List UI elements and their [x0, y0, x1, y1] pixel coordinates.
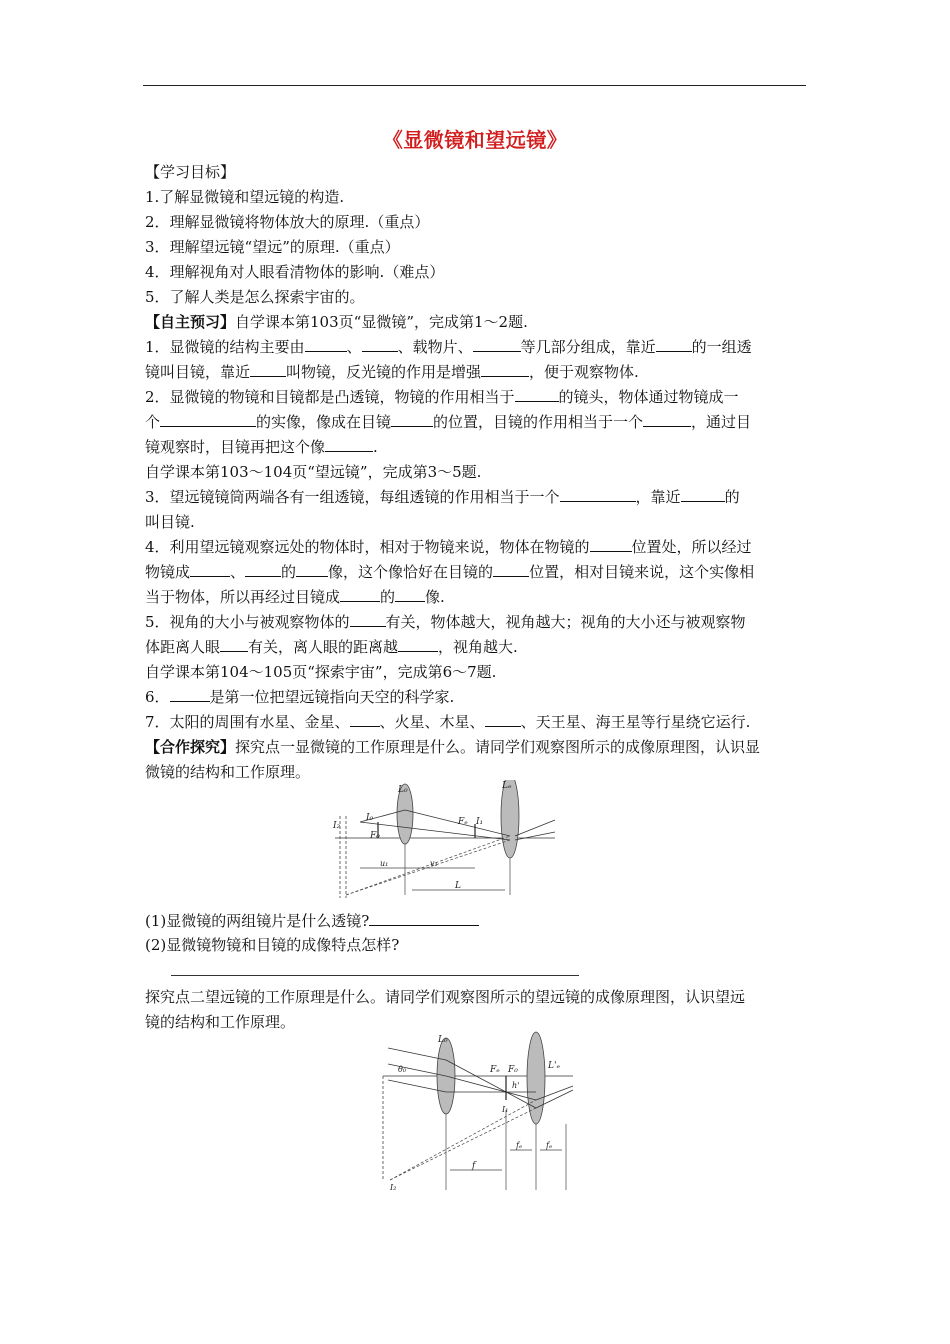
- q5-text: 5．视角的大小与被观察物体的: [145, 613, 350, 631]
- q5-line-1: [145, 611, 746, 633]
- q1-text: 的一组透: [691, 338, 752, 356]
- q5-text: 有关，物体越大，视角越大；视角的大小还与被观察物: [385, 613, 746, 631]
- goal-item-1: 1.了解显微镜和望远镜的构造.: [145, 188, 345, 206]
- explore-line-1: [145, 736, 760, 758]
- fig1-label-L0: L₀: [398, 785, 408, 795]
- q2-text: 镜观察时，目镜再把这个像: [145, 438, 326, 456]
- sub-question-1: [145, 910, 479, 932]
- answer-blank[interactable]: [485, 712, 521, 727]
- answer-blank[interactable]: [220, 637, 248, 652]
- fig1-label-u1: u₁: [380, 859, 389, 868]
- q4-text: 当于物体，所以再经过目镜成: [145, 588, 341, 606]
- answer-blank[interactable]: [350, 612, 386, 627]
- q4-text: 位置，相对目镜来说，这个实像相: [529, 563, 755, 581]
- fig2-label-Le: L'ₑ: [548, 1061, 560, 1071]
- answer-blank[interactable]: [515, 387, 559, 402]
- answer-blank[interactable]: [560, 487, 636, 502]
- fig1-label-F0: F₀: [370, 831, 380, 841]
- q1-line-1: [145, 336, 752, 358]
- goal-item-4: 4．理解视角对人眼看清物体的影响.（难点）: [145, 263, 445, 281]
- explore-line-4: 镜的结构和工作原理。: [145, 1013, 296, 1031]
- preview-intro-2: 自学课本第103～104页“望远镜”，完成第3～5题.: [145, 463, 482, 481]
- fig1-label-I0: I₀: [366, 813, 374, 823]
- q7-text: 7．太阳的周围有水星、金星、: [145, 713, 350, 731]
- fig2-label-theta0: θ₀: [398, 1065, 407, 1074]
- answer-blank[interactable]: [398, 637, 438, 652]
- preview-intro: [145, 311, 528, 333]
- q4-text: 的: [281, 563, 297, 581]
- q6-text: 6．: [145, 688, 170, 706]
- q1-text: 1．显微镜的结构主要由: [145, 338, 305, 356]
- fig1-label-Le: Lₑ: [502, 781, 512, 791]
- fig2-label-I2: I₂: [390, 1183, 397, 1192]
- fig2-label-fe-2: fₑ: [546, 1141, 553, 1150]
- q2-text: 的实像，像成在目镜: [256, 413, 392, 431]
- goal-item-3: 3．理解望远镜“望远”的原理.（重点）: [145, 238, 400, 256]
- fig1-label-I1: I₁: [476, 817, 484, 827]
- answer-blank[interactable]: [590, 537, 632, 552]
- q3-line-1: [145, 486, 740, 508]
- fig2-label-fe-1: fₑ: [516, 1141, 523, 1150]
- fig2-label-f: f: [472, 1161, 476, 1171]
- q4-line-3: [145, 586, 445, 608]
- q4-text: 位置处，所以经过: [631, 538, 752, 556]
- q4-line-2: [145, 561, 754, 583]
- q4-line-1: [145, 536, 752, 558]
- q6-line: [145, 686, 454, 708]
- q2-text: 的位置，目镜的作用相当于一个: [433, 413, 644, 431]
- answer-blank[interactable]: [350, 712, 380, 727]
- q3-line-2: 叫目镜.: [145, 513, 195, 531]
- sub-question-1-text: (1)显微镜的两组镜片是什么透镜?: [145, 912, 370, 930]
- q2-text: ，通过目: [691, 413, 752, 431]
- q3-text: 3．望远镜镜筒两端各有一组透镜，每组透镜的作用相当于一个: [145, 488, 560, 506]
- q4-text: 物镜成: [145, 563, 191, 581]
- fig1-label-I2: I₂: [333, 821, 341, 831]
- q2-line-1: [145, 386, 739, 408]
- q2-text: 个: [145, 413, 161, 431]
- header-rule: [143, 85, 806, 86]
- q1-text: 、载物片、: [397, 338, 473, 356]
- answer-blank[interactable]: [395, 587, 425, 602]
- q2-text: .: [373, 438, 378, 456]
- q1-text: ，便于观察物体.: [529, 363, 639, 381]
- explore-header: 【合作探究】: [145, 738, 236, 756]
- microscope-diagram: [330, 780, 560, 902]
- q1-text: 叫物镜，反光镜的作用是增强: [286, 363, 482, 381]
- fig2-label-Fe: Fₑ: [490, 1065, 500, 1075]
- q7-text: 、天王星、海王星等行星绕它运行.: [520, 713, 751, 731]
- answer-blank[interactable]: [325, 437, 373, 452]
- q2-text: 2．显微镜的物镜和目镜都是凸透镜，物镜的作用相当于: [145, 388, 515, 406]
- answer-line[interactable]: [171, 975, 579, 976]
- q1-text: 镜叫目镜，靠近: [145, 363, 251, 381]
- goal-item-2: 2．理解显微镜将物体放大的原理.（重点）: [145, 213, 430, 231]
- q1-line-2: [145, 361, 639, 383]
- answer-blank[interactable]: [170, 687, 210, 702]
- fig2-label-L0: L₀: [438, 1035, 448, 1045]
- answer-blank[interactable]: [391, 412, 433, 427]
- answer-blank[interactable]: [656, 337, 692, 352]
- q3-text: ，靠近: [635, 488, 681, 506]
- q4-text: 、: [230, 563, 246, 581]
- answer-blank[interactable]: [481, 362, 529, 377]
- page-title: 《显微镜和望远镜》: [382, 128, 568, 152]
- answer-blank[interactable]: [250, 362, 286, 377]
- q3-text: 的: [724, 488, 740, 506]
- explore-text: 探究点一显微镜的工作原理是什么。请同学们观察图所示的成像原理图，认识显: [235, 738, 761, 756]
- answer-blank[interactable]: [362, 337, 398, 352]
- fig1-label-v1: v₁: [430, 859, 438, 868]
- preview-header: 【自主预习】: [145, 313, 236, 331]
- q4-text: 的: [380, 588, 396, 606]
- q5-text: ，视角越大.: [438, 638, 518, 656]
- q2-line-3: [145, 436, 378, 458]
- answer-blank[interactable]: [296, 562, 328, 577]
- fig2-label-h: h': [512, 1081, 520, 1090]
- sub-question-2: (2)显微镜物镜和目镜的成像特点怎样?: [145, 936, 400, 954]
- fig1-label-Fe: Fₑ: [458, 817, 468, 827]
- answer-blank[interactable]: [160, 412, 256, 427]
- explore-line-3: 探究点二望远镜的工作原理是什么。请同学们观察图所示的望远镜的成像原理图，认识望远: [145, 988, 746, 1006]
- answer-blank[interactable]: [190, 562, 230, 577]
- goal-item-5: 5．了解人类是怎么探索宇宙的。: [145, 288, 365, 306]
- answer-blank[interactable]: [340, 587, 380, 602]
- q4-text: 4．利用望远镜观察远处的物体时，相对于物镜来说，物体在物镜的: [145, 538, 590, 556]
- telescope-diagram: [368, 1030, 583, 1192]
- q2-line-2: [145, 411, 751, 433]
- q7-line: [145, 711, 750, 733]
- answer-blank[interactable]: [369, 911, 479, 926]
- fig1-label-L: L: [455, 881, 461, 891]
- q2-text: 的镜头，物体通过物镜成一: [558, 388, 739, 406]
- q5-text: 有关，离人眼的距离越: [248, 638, 399, 656]
- goals-header: 【学习目标】: [145, 163, 236, 181]
- q5-line-2: [145, 636, 518, 658]
- preview-intro-text: 自学课本第103页“显微镜”，完成第1～2题.: [235, 313, 528, 331]
- answer-blank[interactable]: [473, 337, 521, 352]
- answer-blank[interactable]: [305, 337, 347, 352]
- q5-text: 体距离人眼: [145, 638, 221, 656]
- q1-text: 等几部分组成，靠近: [520, 338, 656, 356]
- fig2-label-I1: I₁: [502, 1105, 509, 1114]
- q4-text: 像，这个像恰好在目镜的: [328, 563, 494, 581]
- preview-intro-3: 自学课本第104～105页“探索宇宙”，完成第6～7题.: [145, 663, 497, 681]
- fig2-label-F0: F₀: [508, 1065, 518, 1075]
- explore-line-2: 微镜的结构和工作原理。: [145, 763, 311, 781]
- answer-blank[interactable]: [643, 412, 691, 427]
- answer-blank[interactable]: [493, 562, 529, 577]
- q1-text: 、: [346, 338, 362, 356]
- answer-blank[interactable]: [681, 487, 725, 502]
- answer-blank[interactable]: [245, 562, 281, 577]
- q7-text: 、火星、木星、: [379, 713, 485, 731]
- q6-text: 是第一位把望远镜指向天空的科学家.: [209, 688, 455, 706]
- q4-text: 像.: [425, 588, 445, 606]
